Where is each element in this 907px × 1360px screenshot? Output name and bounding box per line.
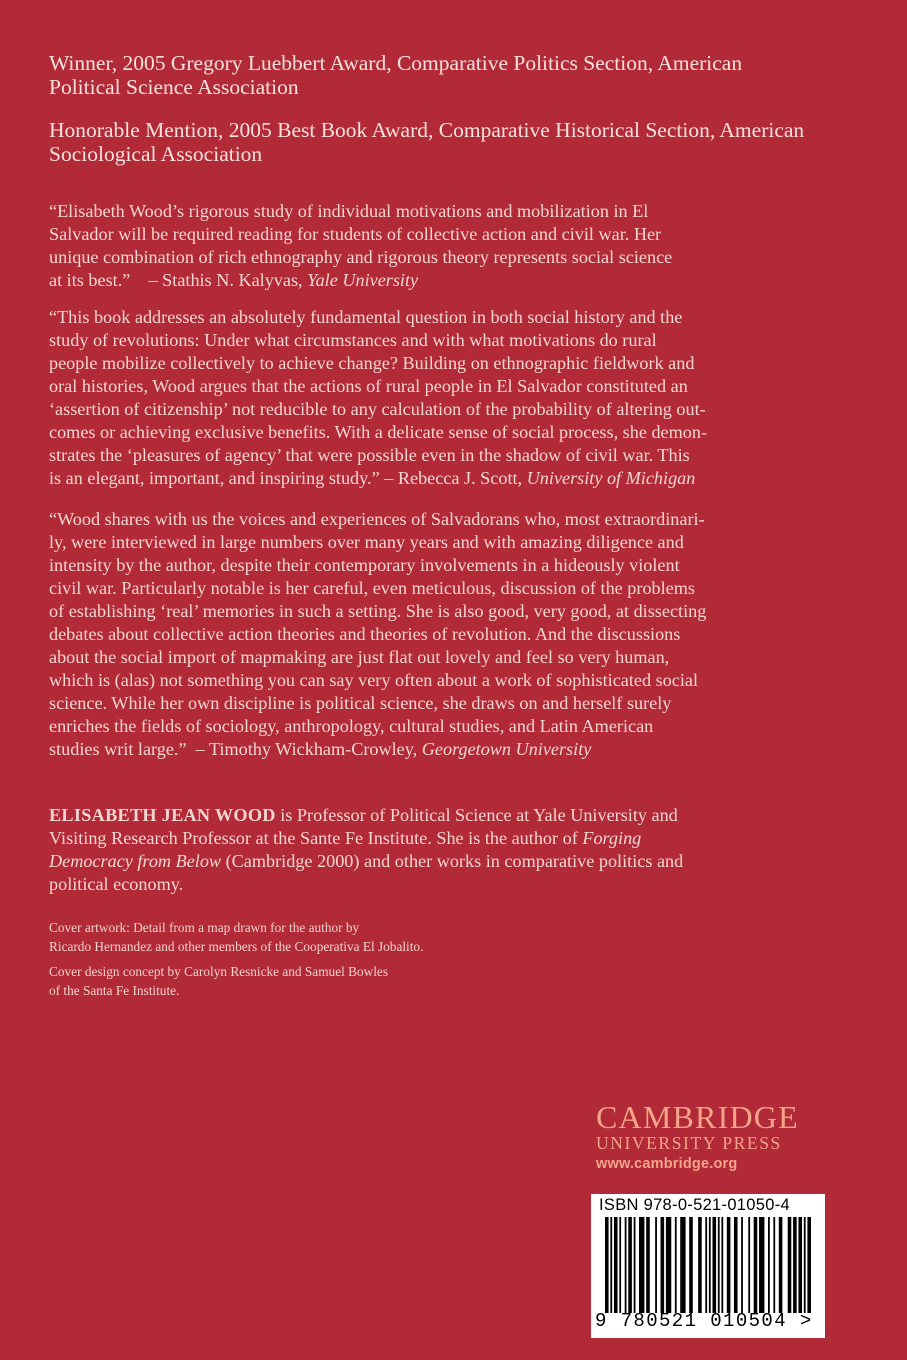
quote-affiliation: Georgetown University	[421, 739, 592, 759]
quote-line: which is (alas) not something you can say very often about a work of sophisticated social	[49, 670, 699, 690]
quote-affiliation: University of Michigan	[526, 468, 696, 488]
quote-attribution: at its best.” – Stathis N. Kalyvas,	[49, 270, 308, 290]
barcode-bar	[768, 1217, 770, 1313]
review-quote-scott	[49, 306, 707, 490]
barcode-bar	[666, 1217, 671, 1313]
barcode-bar	[625, 1217, 627, 1313]
quote-line: “Wood shares with us the voices and experiences of Salvadorans who, most extraordinari-	[49, 509, 705, 529]
barcode-bar	[798, 1217, 802, 1313]
barcode-bar	[721, 1217, 723, 1313]
bio-book-title: Forging	[582, 828, 642, 848]
credit-line: Cover design concept by Carolyn Resnicke and Samuel Bowles	[49, 964, 388, 979]
barcode-bar	[634, 1217, 636, 1313]
barcode-bar	[779, 1217, 783, 1313]
author-name: ELISABETH JEAN WOOD	[49, 805, 276, 825]
quote-line: strates the ‘pleasures of agency’ that were possible even in the shadow of civil war. This	[49, 445, 690, 465]
quote-line: of establishing ‘real’ memories in such a setting. She is also good, very good, at dissecting	[49, 601, 707, 621]
bio-book-title: Democracy from Below	[49, 851, 222, 871]
review-quote-wickham-crowley	[49, 508, 706, 761]
quote-line: people mobilize collectively to achieve change? Building on ethnographic fieldwork and	[49, 353, 695, 373]
quote-attribution: is an elegant, important, and inspiring study.” – Rebecca J. Scott,	[49, 468, 527, 488]
quote-line: “This book addresses an absolutely fundamental question in both social history and the	[49, 307, 683, 327]
barcode-bar	[759, 1217, 764, 1313]
barcode-bar	[712, 1217, 716, 1313]
credit-line: of the Santa Fe Institute.	[49, 983, 180, 998]
quote-line: intensity by the author, despite their contemporary involvements in a hideously violent	[49, 555, 680, 575]
quote-line: debates about collective action theories and theories of revolution. And the discussions	[49, 624, 681, 644]
award-line: Winner, 2005 Gregory Luebbert Award, Comparative Politics Section, American	[49, 51, 743, 75]
award-line: Sociological Association	[49, 142, 263, 166]
barcode-bar	[689, 1217, 693, 1313]
barcode-bar	[741, 1217, 743, 1313]
quote-line: science. While her own discipline is political science, she draws on and herself surely	[49, 693, 672, 713]
barcode-bars	[605, 1217, 811, 1313]
quote-line: oral histories, Wood argues that the actions of rural people in El Salvador constituted an	[49, 376, 688, 396]
barcode-bar	[680, 1217, 685, 1313]
quote-line: ly, were interviewed in large numbers over many years and with amazing diligence and	[49, 532, 684, 552]
barcode-bar	[709, 1217, 711, 1313]
review-quote-kalyvas	[49, 200, 672, 292]
barcode-bar	[619, 1217, 621, 1313]
quote-line: unique combination of rich ethnography and rigorous theory represents social science	[49, 247, 673, 267]
barcode-bar	[727, 1217, 731, 1313]
publisher-subtitle: UNIVERSITY PRESS	[596, 1133, 782, 1153]
cover-artwork-credit	[49, 918, 423, 956]
barcode-bar	[793, 1217, 797, 1313]
quote-line: study of revolutions: Under what circumstances and with what motivations do rural	[49, 330, 657, 350]
isbn-label: ISBN 978-0-521-01050-4	[599, 1196, 790, 1214]
barcode-bar	[628, 1217, 632, 1313]
award-honorable-mention	[49, 118, 804, 166]
barcode-bar	[661, 1217, 665, 1313]
barcode-bar	[639, 1217, 644, 1313]
award-luebbert	[49, 51, 742, 99]
publisher-url[interactable]: www.cambridge.org	[596, 1156, 738, 1172]
barcode-bar	[605, 1217, 609, 1313]
barcode-bar	[807, 1217, 811, 1313]
quote-line: civil war. Particularly notable is her careful, even meticulous, discussion of the problems	[49, 578, 695, 598]
barcode-bar	[748, 1217, 750, 1313]
quote-line: enriches the fields of sociology, anthropology, cultural studies, and Latin American	[49, 716, 654, 736]
barcode-bar	[804, 1217, 806, 1313]
barcode-bar	[675, 1217, 677, 1313]
barcode-bar	[705, 1217, 707, 1313]
quote-line: Salvador will be required reading for students of collective action and civil war. Her	[49, 224, 662, 244]
barcode-bar	[646, 1217, 650, 1313]
publisher-logo	[596, 1100, 799, 1172]
cover-design-credit	[49, 962, 388, 1000]
credit-line: Cover artwork: Detail from a map drawn for the author by	[49, 920, 360, 935]
bio-text: (Cambridge 2000) and other works in comparative politics and	[221, 851, 684, 871]
barcode-digits: 9 780521 010504 >	[595, 1310, 813, 1332]
isbn-barcode	[591, 1194, 825, 1338]
barcode-bar	[610, 1217, 612, 1313]
bio-text: is Professor of Political Science at Yale University and	[275, 805, 678, 825]
quote-line: comes or achieving exclusive benefits. With a delicate sense of social process, she demon-	[49, 422, 708, 442]
barcode-bar	[754, 1217, 758, 1313]
quote-line: about the social import of mapmaking are just flat out lovely and feel so very human,	[49, 647, 670, 667]
barcode-bar	[718, 1217, 720, 1313]
quote-attribution: studies writ large.” – Timothy Wickham-Crowley,	[49, 739, 422, 759]
award-line: Honorable Mention, 2005 Best Book Award, Comparative Historical Section, American	[49, 118, 805, 142]
barcode-bar	[614, 1217, 618, 1313]
quote-affiliation: Yale University	[307, 270, 419, 290]
quote-line: “Elisabeth Wood’s rigorous study of individual motivations and mobilization in El	[49, 201, 649, 221]
barcode-bar	[734, 1217, 738, 1313]
barcode-bar	[698, 1217, 702, 1313]
quote-line: ‘assertion of citizenship’ not reducible to any calculation of the probability of altering out-	[49, 399, 706, 419]
bio-text: political economy.	[49, 874, 184, 894]
bio-text: Visiting Research Professor at the Sante Fe Institute. She is the author of	[49, 828, 583, 848]
credit-line: Ricardo Hernandez and other members of the Cooperativa El Jobalito.	[49, 939, 424, 954]
publisher-name: CAMBRIDGE	[596, 1099, 799, 1135]
author-bio	[49, 804, 683, 896]
award-line: Political Science Association	[49, 75, 299, 99]
barcode-bar	[788, 1217, 792, 1313]
barcode-bar	[655, 1217, 657, 1313]
barcode-bar	[773, 1217, 775, 1313]
